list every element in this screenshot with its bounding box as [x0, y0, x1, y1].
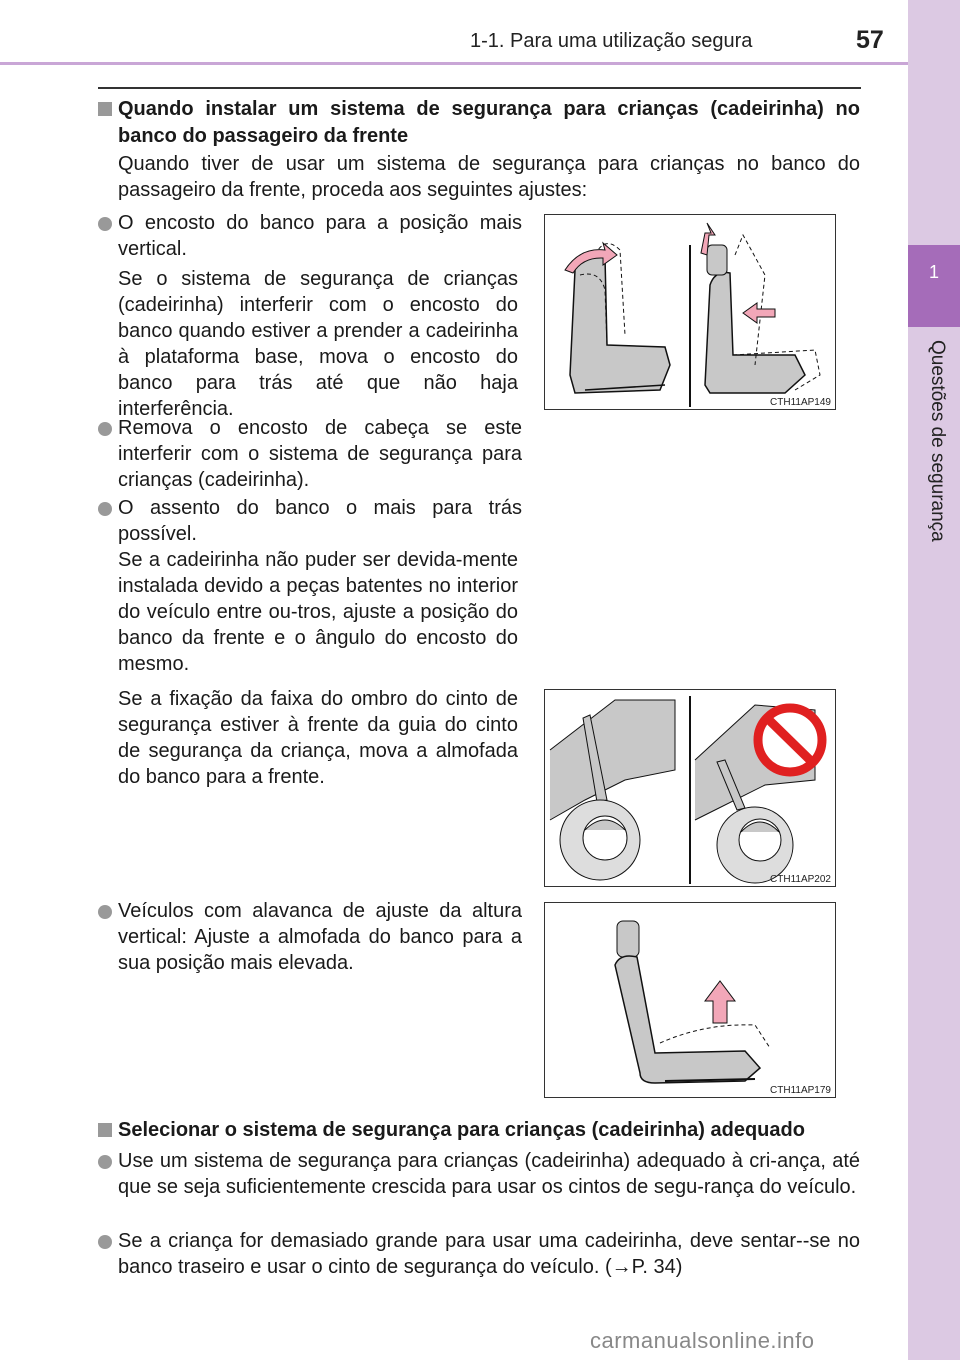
bullet-remove-headrest [98, 415, 522, 493]
bullet-dot-icon [98, 1155, 112, 1169]
bullet-dot-icon [98, 422, 112, 436]
side-tab [908, 0, 960, 1360]
bullet-text: Se a criança for demasiado grande para usar uma cadeirinha, deve sentar--se no banco traseiro e usar o cinto de segurança do veículo. (→P. 34) [118, 1230, 860, 1278]
bullet-text: Veículos com alavanca de ajuste da altura vertical: Ajuste a almofada do banco para a sua posição mais elevada. [118, 900, 522, 974]
shoulder-belt-illustration [545, 690, 835, 886]
seat-adjust-illustration [545, 215, 835, 409]
section-intro: Quando tiver de usar um sistema de segurança para crianças no banco do passageiro da frente, proceda aos seguintes ajustes: [118, 153, 860, 201]
header-rule [0, 62, 908, 65]
footer-watermark: carmanualsonline.info [590, 1328, 815, 1353]
content-top-rule [98, 87, 861, 89]
square-bullet-icon [98, 102, 112, 116]
bullet-height-lever [98, 898, 522, 976]
bullet-text: Remova o encosto de cabeça se este interferir com o sistema de segurança para crianças (cadeirinha). [118, 417, 522, 491]
square-bullet-icon [98, 1123, 112, 1137]
bullet-text: O encosto do banco para a posição mais vertical. [118, 212, 522, 260]
bullet-note-interference: Se o sistema de segurança de crianças (cadeirinha) interferir com o encosto do banco quando estiver a prender a cadeirinha à plataforma base, mova o encosto do banco para trás até que não haja interferência. [118, 268, 518, 420]
page-number: 57 [856, 26, 884, 54]
bullet-rear-seat [98, 1228, 860, 1280]
chapter-marker [908, 245, 960, 327]
seat-height-illustration [545, 903, 835, 1097]
header-section-title: 1-1. Para uma utilização segura [470, 30, 753, 52]
bullet-text: O assento do banco o mais para trás possível. [118, 497, 522, 545]
figure-seat-adjust [544, 214, 836, 410]
section-heading-text: Selecionar o sistema de segurança para crianças (cadeirinha) adequado [118, 1119, 805, 1141]
bullet-dot-icon [98, 217, 112, 231]
section-heading-text: Quando instalar um sistema de segurança para crianças (cadeirinha) no banco do passageiro da frente [118, 98, 860, 147]
figure-label: CTH11AP149 [770, 397, 831, 408]
chapter-title: Questões de segurança [927, 340, 948, 542]
bullet-dot-icon [98, 502, 112, 516]
bullet-text: Use um sistema de segurança para crianças (cadeirinha) adequado à cri-ança, até que se seja suficientemente crescida para usar os cintos de segu-rança do veículo. [118, 1150, 860, 1198]
section-heading-front-seat [98, 96, 860, 150]
chapter-number: 1 [928, 262, 939, 282]
bullet-note-adjust: Se a cadeirinha não puder ser devida-mente instalada devido a peças batentes no interior do veículo entre ou-tros, ajuste a posição do banco da frente e o ângulo do encosto do mesmo. [118, 549, 518, 675]
bullet-dot-icon [98, 905, 112, 919]
figure-label: CTH11AP202 [770, 874, 831, 885]
bullet-note-shoulder-belt: Se a fixação da faixa do ombro do cinto de segurança estiver à frente da guia do cinto de segurança da criança, mova a almofada do banco para a frente. [118, 688, 518, 788]
bullet-appropriate-seat [98, 1148, 860, 1200]
figure-label: CTH11AP179 [770, 1085, 831, 1096]
figure-seat-height [544, 902, 836, 1098]
figure-shoulder-belt [544, 689, 836, 887]
section-heading-select-seat [98, 1117, 860, 1144]
bullet-dot-icon [98, 1235, 112, 1249]
bullet-seat-back [98, 495, 522, 547]
bullet-seatback-upright [98, 210, 522, 262]
